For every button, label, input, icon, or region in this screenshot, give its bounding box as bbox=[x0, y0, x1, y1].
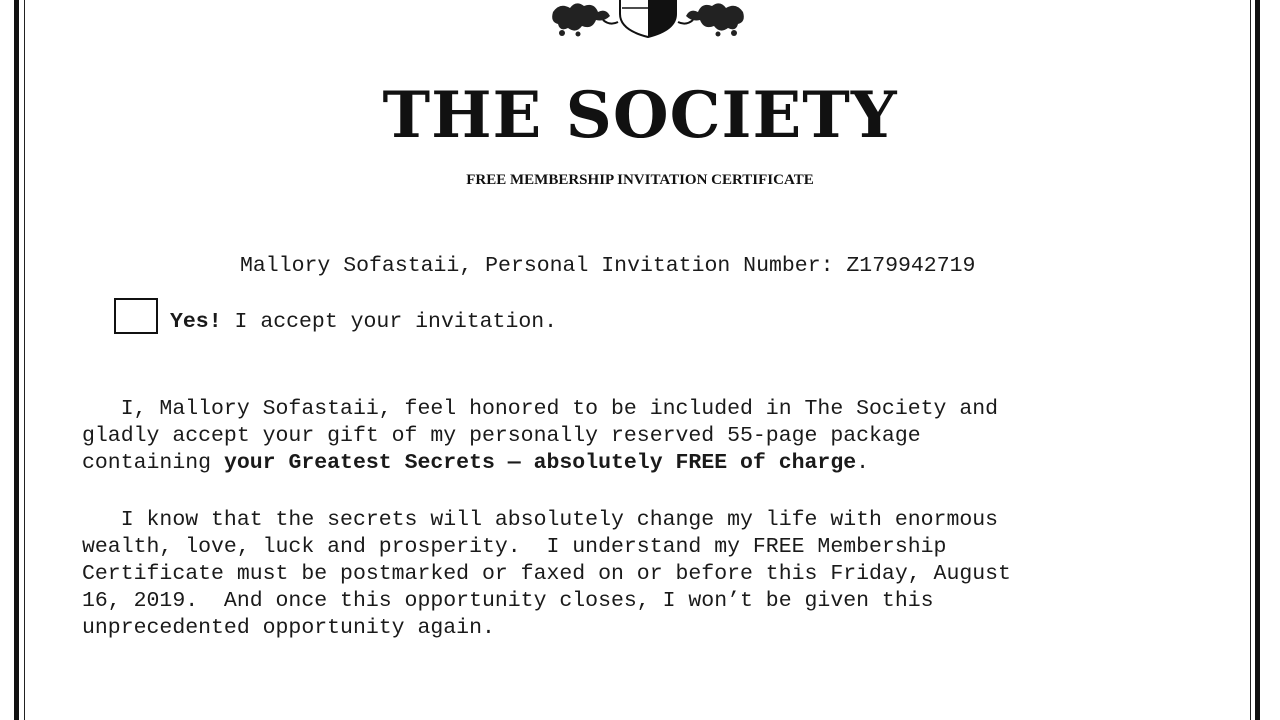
paragraph-text: containing bbox=[82, 451, 224, 475]
accept-line bbox=[170, 312, 557, 334]
yes-label: Yes! bbox=[170, 310, 222, 334]
greatest-secrets-text: your Greatest Secrets — absolutely FREE of charge bbox=[223, 451, 857, 475]
terms-paragraph bbox=[82, 507, 1232, 642]
crest-icon bbox=[548, 0, 748, 38]
paragraph-line: gladly accept your gift of my personally reserved 55-page package bbox=[82, 424, 921, 448]
paragraph-line: wealth, love, luck and prosperity. I understand my FREE Membership bbox=[82, 535, 947, 559]
paragraph-line: 16, 2019. And once this opportunity closes, I won’t be given this bbox=[82, 589, 934, 613]
acceptance-paragraph bbox=[82, 396, 1232, 477]
paragraph-line: unprecedented opportunity again. bbox=[82, 616, 495, 640]
paragraph-line bbox=[82, 450, 1232, 477]
certificate-subtitle: FREE MEMBERSHIP INVITATION CERTIFICATE bbox=[466, 172, 814, 188]
paragraph-line: I, Mallory Sofastaii, feel honored to be included in The Society and bbox=[82, 397, 999, 421]
paragraph-text: . bbox=[856, 451, 870, 475]
invitation-line: Mallory Sofastaii, Personal Invitation Number: Z179942719 bbox=[240, 254, 976, 278]
paragraph-line: Certificate must be postmarked or faxed on or before this Friday, August bbox=[82, 562, 1011, 586]
paragraph-line: I know that the secrets will absolutely change my life with enormous bbox=[82, 508, 999, 532]
accept-text: I accept your invitation. bbox=[221, 310, 558, 334]
accept-checkbox[interactable] bbox=[114, 298, 158, 334]
page-title: THE SOCIETY bbox=[382, 78, 898, 153]
